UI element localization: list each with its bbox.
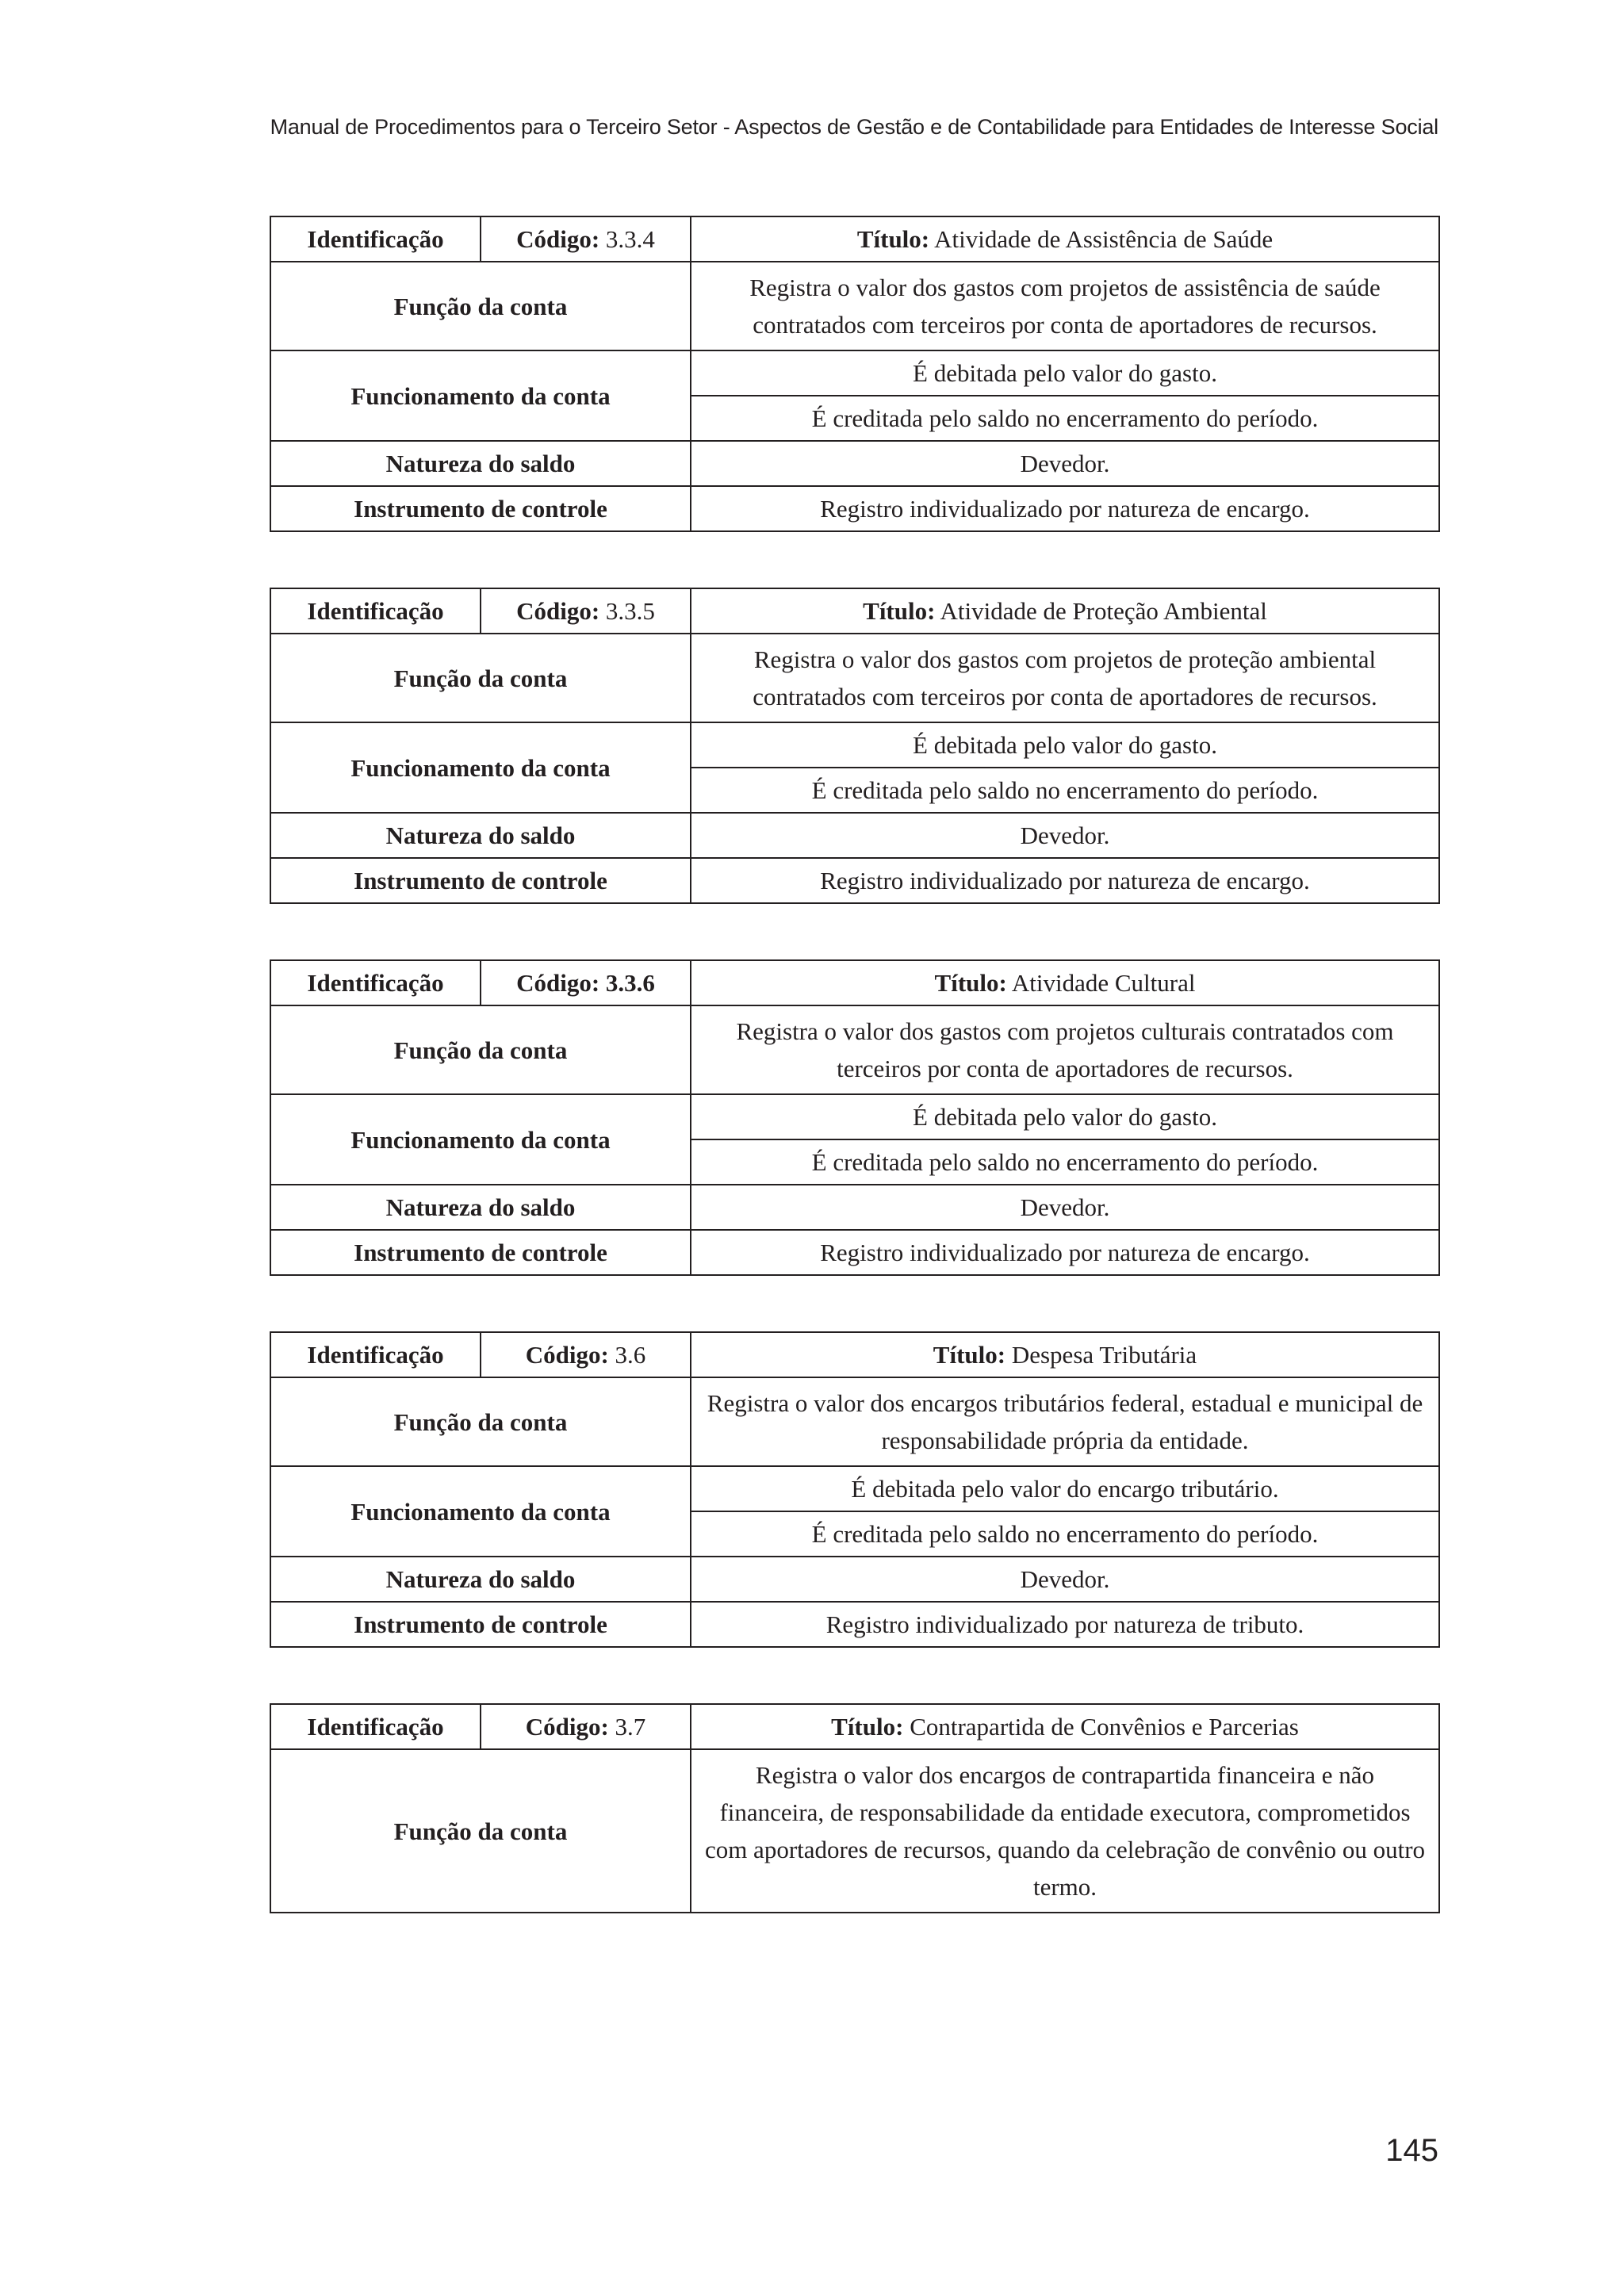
funcao-value: Registra o valor dos encargos tributários federal, estadual e municipal de responsabilidade própria da entidade. <box>691 1377 1439 1466</box>
code-value: 3.7 <box>608 1713 646 1741</box>
account-table <box>270 1703 1440 1913</box>
table-row <box>270 722 1439 768</box>
title-cell <box>691 1704 1439 1749</box>
funcionamento-label: Funcionamento da conta <box>270 722 691 813</box>
funcao-value: Registra o valor dos encargos de contrapartida financeira e não financeira, de responsabilidade da entidade executora, comprometidos com aportadores de recursos, quando da celebração de convênio ou outro termo. <box>691 1749 1439 1913</box>
credit-rule: É creditada pelo saldo no encerramento do período. <box>691 1139 1439 1185</box>
instrumento-label: Instrumento de controle <box>270 858 691 903</box>
title-cell <box>691 960 1439 1005</box>
instrumento-value: Registro individualizado por natureza de tributo. <box>691 1602 1439 1647</box>
title-cell <box>691 588 1439 634</box>
code-value: 3.3.6 <box>599 969 655 997</box>
identificacao-label: Identificação <box>270 960 481 1005</box>
account-table <box>270 959 1440 1276</box>
title-label: Título: <box>933 1341 1006 1369</box>
table-row <box>270 1332 1439 1377</box>
table-row <box>270 350 1439 396</box>
funcao-value: Registra o valor dos gastos com projetos culturais contratados com terceiros por conta de aportadores de recursos. <box>691 1005 1439 1094</box>
funcionamento-label: Funcionamento da conta <box>270 1466 691 1557</box>
title-label: Título: <box>863 597 936 625</box>
table-row <box>270 262 1439 350</box>
code-cell <box>481 1704 691 1749</box>
funcionamento-label: Funcionamento da conta <box>270 1094 691 1185</box>
funcao-label: Função da conta <box>270 634 691 722</box>
debit-rule: É debitada pelo valor do encargo tributário. <box>691 1466 1439 1511</box>
table-row <box>270 1230 1439 1275</box>
natureza-label: Natureza do saldo <box>270 441 691 486</box>
code-cell <box>481 216 691 262</box>
account-tables <box>270 216 1438 1969</box>
header-subtitle: Aspectos de Gestão e de Contabilidade para Entidades de Interesse Social <box>734 115 1438 139</box>
code-label: Código: <box>516 597 600 625</box>
running-header <box>270 115 1438 140</box>
table-row <box>270 960 1439 1005</box>
table-row <box>270 634 1439 722</box>
instrumento-value: Registro individualizado por natureza de encargo. <box>691 1230 1439 1275</box>
natureza-value: Devedor. <box>691 1185 1439 1230</box>
title-label: Título: <box>934 969 1007 997</box>
title-cell <box>691 216 1439 262</box>
natureza-value: Devedor. <box>691 813 1439 858</box>
table-row <box>270 1005 1439 1094</box>
instrumento-value: Registro individualizado por natureza de encargo. <box>691 858 1439 903</box>
credit-rule: É creditada pelo saldo no encerramento do período. <box>691 1511 1439 1557</box>
table-row <box>270 858 1439 903</box>
table-row <box>270 1557 1439 1602</box>
title-label: Título: <box>831 1713 904 1741</box>
funcionamento-label: Funcionamento da conta <box>270 350 691 441</box>
title-value: Atividade de Proteção Ambiental <box>935 597 1267 625</box>
funcao-value: Registra o valor dos gastos com projetos de assistência de saúde contratados com terceiros por conta de aportadores de recursos. <box>691 262 1439 350</box>
instrumento-value: Registro individualizado por natureza de encargo. <box>691 486 1439 531</box>
title-value: Atividade de Assistência de Saúde <box>929 225 1274 253</box>
instrumento-label: Instrumento de controle <box>270 486 691 531</box>
natureza-label: Natureza do saldo <box>270 813 691 858</box>
identificacao-label: Identificação <box>270 1332 481 1377</box>
title-value: Atividade Cultural <box>1006 969 1196 997</box>
credit-rule: É creditada pelo saldo no encerramento do período. <box>691 396 1439 441</box>
funcao-label: Função da conta <box>270 1005 691 1094</box>
code-label: Código: <box>516 969 600 997</box>
code-cell <box>481 1332 691 1377</box>
natureza-value: Devedor. <box>691 441 1439 486</box>
code-value: 3.6 <box>608 1341 646 1369</box>
page-number: 145 <box>1385 2133 1438 2168</box>
title-label: Título: <box>856 225 930 253</box>
account-table <box>270 216 1440 532</box>
table-row <box>270 441 1439 486</box>
table-row <box>270 588 1439 634</box>
table-row <box>270 1602 1439 1647</box>
code-value: 3.3.5 <box>599 597 655 625</box>
credit-rule: É creditada pelo saldo no encerramento do período. <box>691 768 1439 813</box>
identificacao-label: Identificação <box>270 216 481 262</box>
natureza-value: Devedor. <box>691 1557 1439 1602</box>
funcao-label: Função da conta <box>270 262 691 350</box>
funcao-label: Função da conta <box>270 1377 691 1466</box>
title-cell <box>691 1332 1439 1377</box>
natureza-label: Natureza do saldo <box>270 1185 691 1230</box>
table-row <box>270 1094 1439 1139</box>
natureza-label: Natureza do saldo <box>270 1557 691 1602</box>
funcao-value: Registra o valor dos gastos com projetos de proteção ambiental contratados com terceiros por conta de aportadores de recursos. <box>691 634 1439 722</box>
account-table <box>270 588 1440 904</box>
code-label: Código: <box>525 1341 609 1369</box>
debit-rule: É debitada pelo valor do gasto. <box>691 722 1439 768</box>
table-row <box>270 1185 1439 1230</box>
header-manual-title: Manual de Procedimentos para o Terceiro Setor <box>270 115 718 139</box>
code-label: Código: <box>516 225 600 253</box>
debit-rule: É debitada pelo valor do gasto. <box>691 350 1439 396</box>
account-table <box>270 1331 1440 1648</box>
identificacao-label: Identificação <box>270 1704 481 1749</box>
table-row <box>270 486 1439 531</box>
header-separator: - <box>717 115 735 139</box>
table-row <box>270 1466 1439 1511</box>
code-cell <box>481 960 691 1005</box>
identificacao-label: Identificação <box>270 588 481 634</box>
table-row <box>270 1704 1439 1749</box>
title-value: Despesa Tributária <box>1005 1341 1197 1369</box>
instrumento-label: Instrumento de controle <box>270 1230 691 1275</box>
table-row <box>270 1749 1439 1913</box>
instrumento-label: Instrumento de controle <box>270 1602 691 1647</box>
table-row <box>270 1377 1439 1466</box>
funcao-label: Função da conta <box>270 1749 691 1913</box>
table-row <box>270 216 1439 262</box>
code-value: 3.3.4 <box>599 225 655 253</box>
debit-rule: É debitada pelo valor do gasto. <box>691 1094 1439 1139</box>
code-cell <box>481 588 691 634</box>
table-row <box>270 813 1439 858</box>
code-label: Código: <box>525 1713 609 1741</box>
title-value: Contrapartida de Convênios e Parcerias <box>903 1713 1299 1741</box>
